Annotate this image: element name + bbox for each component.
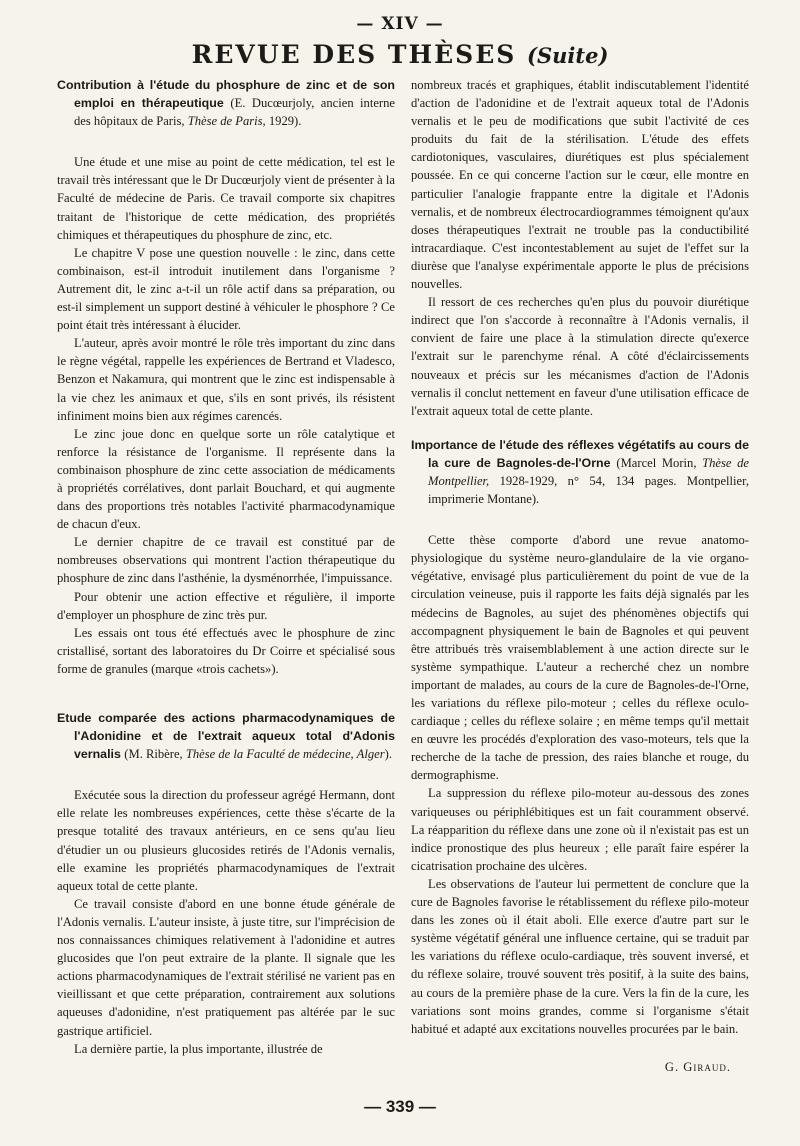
right-column: [411, 76, 749, 1076]
article-1-paragraph: Le dernier chapitre de ce travail est constitué par de nombreuses observations qui montrent l'action thérapeutique du phosphure de zinc dans l'asthénie, la dysménorrhée, l'impuissance.: [57, 535, 395, 586]
article-1-title: Contribution à l'étude du phosphure de zinc et de son emploi en thérapeutique: [57, 78, 395, 111]
header-suite: (Suite): [527, 43, 609, 68]
article-2-paragraph: Ce travail consiste d'abord en une bonne étude générale de l'Adonis vernalis. L'auteur insiste, à juste titre, sur l'imprécision de nos connaissances chimiques relativement à l'adonidine et autres glucosides que l'on peut extraire de la plante. Il signale que les actions pharmacodynamiques de l'extrait stérilisé ne varient pas en vieillissant et que cette préparation, contrairement aux solutions aqueuses d'adonidine, n'est pratiquement pas altérée par le suc gastrique artificiel.: [57, 896, 395, 1038]
article-3-paragraph: La suppression du réflexe pilo-moteur au-dessous des zones variqueuses ou périphlébitiques est un fait couramment observé. La réapparition du réflexe dans une zone où il n'existait pas est un indice pronostique des plus heureux ; elle paraît faire espérer la cicatrisation prochaine des ulcères.: [411, 786, 749, 873]
article-1-paragraph: Le zinc joue donc en quelque sorte un rôle catalytique et renforce la résistance de l'organisme. Il représente dans la combinaison phosphure de zinc cette association de médicaments à propriétés corrélatives, dont parlait Bouchard, et qui augmente dans des proportions très notables l'activité pharmacodynamique de chacun d'eux.: [57, 426, 395, 532]
article-1-heading: [57, 76, 395, 130]
article-1-author: (E. Ducœurjoly,: [230, 96, 315, 111]
article-2-paragraph: Exécutée sous la direction du professeur agrégé Hermann, dont elle relate les nombreuses expériences, cette thèse s'écarte de la presque totalité des travaux antérieurs, en ce sens qu'au lieu d'étudier un ou plusieurs glucosides retirés de l'Adonis vernalis, elle examine les propriétés pharmacodynamiques de l'extrait aqueux total de cette plante.: [57, 788, 395, 893]
article-1-paragraph: Les essais ont tous été effectués avec le phosphure de zinc cristallisé, sortant des laboratoires du Dr Coirre et spécialisé sous forme de granules (marque «trois cachets»).: [57, 625, 395, 676]
page-number: — 339 —: [364, 1097, 436, 1116]
header-title: REVUE DES THÈSES: [191, 40, 517, 69]
article-1-author-detail: ancien interne des hôpitaux de Paris,: [74, 96, 395, 129]
article-2-author: (M. Ribère,: [124, 747, 183, 762]
article-2-heading: [57, 709, 395, 763]
article-1-paragraph: L'auteur, après avoir montré le rôle très important du zinc dans le règne végétal, rappelle les expériences de Bertrand et Vladesco, Benzon et Nakamura, qui montrent que le zinc est indispensable à la vie chez les animaux et que, s'ils en sont privés, ils résistent infiniment moins bien aux régimes carencés.: [57, 336, 395, 423]
article-2-thesis-source: Thèse de la Faculté de médecine, Alger: [185, 747, 385, 762]
left-column: [57, 76, 395, 1058]
article-3-thesis-source: Thèse de Montpellier,: [428, 455, 750, 488]
article-2-closing: ).: [384, 747, 392, 762]
article-2-title: Etude comparée des actions pharmacodynamiques de l'Adonidine et de l'extrait aqueux total d'Adonis vernalis: [57, 711, 395, 762]
article-2-continued-paragraph: nombreux tracés et graphiques, établit indiscutablement l'identité d'action de l'adonidine et de l'extrait aqueux total de l'Adonis vernalis et le peu de modifications que subit l'activité de ces produits du fait de la stérilisation. L'étude des effets cardiotoniques, vasculaires, diurétiques est plus spécialement poussée. En ce qui concerne l'action sur le cœur, elle montre en particulier l'analogie frappante entre la digitale et l'Adonis vernalis, et de nombreux électrocardiogrammes témoignent qu'aux doses thérapeutiques l'extrait ne trouble pas la conductibilité intracardiaque. C'est incontestablement au sujet de l'effet sur la diurèse que l'analyse expérimentale apporte le plus de précisions nouvelles.: [411, 78, 749, 292]
article-3-paragraph: Les observations de l'auteur lui permettent de conclure que la cure de Bagnoles favorise le rétablissement du réflexe pilo-moteur dans les zones où il était aboli. Elle exerce d'autre part sur le système végétatif général une influence certaine, qui se traduit par les variations du réflexe oculo-cardiaque, très souvent inversé, et du réflexe solaire, trouvé souvent très positif, à la suite des bains, au cours de la première phase de la cure. Vers la fin de la cure, les variations sont moins grandes, comme si l'organisme s'était habitué et adapté aux excitations nouvelles procurées par le bain.: [411, 876, 749, 1036]
article-3-author: (Marcel Morin,: [616, 455, 697, 470]
article-1-paragraph: Pour obtenir une action effective et régulière, il importe d'employer un phosphure de zinc très pur.: [57, 589, 395, 622]
article-3-details: 1928-1929, n° 54, 134 pages. Montpellier, imprimerie Montane).: [428, 473, 749, 507]
article-3-heading: [411, 436, 749, 508]
article-2-paragraph: La dernière partie, la plus importante, illustrée de: [74, 1041, 323, 1056]
article-1-year: 1929).: [268, 114, 302, 129]
article-3-paragraph: Cette thèse comporte d'abord une revue anatomo-physiologique du système neuro-glandulaire de la vie organo-végétative, envisagé plus particulièrement du point de vue de la circulation veineuse, puis il rapporte les faits déjà signalés par les médecins de Bagnoles, au sujet des phénomènes objectifs qui accompagnent physiquement le bain de Bagnoles et qui peuvent être attribués très vraisemblablement à une action directe sur le système sympathique. L'auteur a recherché chez un nombre important de malades, au cours de la cure de Bagnoles-de-l'Orne, les variations du réflexe pilo-moteur ; celles du réflexe oculo-cardiaque ; celles du réflexe solaire ; en même temps qu'il mettait en œuvre les procédés d'exploration des vaso-moteurs, tels que la recherche de la tache de pression, des raies blanche et rouge, du dermographisme.: [411, 533, 749, 783]
roman-page-number: — XIV —: [356, 14, 444, 34]
article-2-continued-paragraph: Il ressort de ces recherches qu'en plus du pouvoir diurétique indirect que l'on s'accorde à reconnaître à l'Adonis vernalis, il convient de faire une place à la stimulation directe qu'exerce l'extrait sur le parenchyme rénal. A côté d'éclaircissements nouveaux et précis sur les mécanismes d'action de l'Adonis vernalis il conclut nettement en faveur d'une utilisation efficace de l'extrait aqueux total de cette plante.: [411, 295, 749, 418]
article-1-thesis-source: Thèse de Paris,: [187, 114, 266, 129]
page-title: [0, 40, 800, 69]
article-1-paragraph: Une étude et une mise au point de cette médication, tel est le travail très intéressant que le Dr Ducœurjoly vient de présenter à la Faculté de médecine de Paris. Ce travail comporte six chapitres traitant de l'historique de cette médication, des propriétés chimiques et thérapeutiques du phosphure de zinc, etc.: [57, 155, 395, 242]
signature: G. Giraud.: [664, 1059, 731, 1074]
article-3-title: Importance de l'étude des réflexes végétatifs au cours de la cure de Bagnoles-de-l'Orne: [411, 437, 749, 470]
article-1-paragraph: Le chapitre V pose une question nouvelle : le zinc, dans cette combinaison, est-il introduit inutilement dans l'organisme ? Autrement dit, le zinc a-t-il un rôle actif dans sa préparation, ou est-il simplement un support destiné à véhiculer le phosphore ? Ce point était très intéressant à élucider.: [57, 245, 395, 333]
